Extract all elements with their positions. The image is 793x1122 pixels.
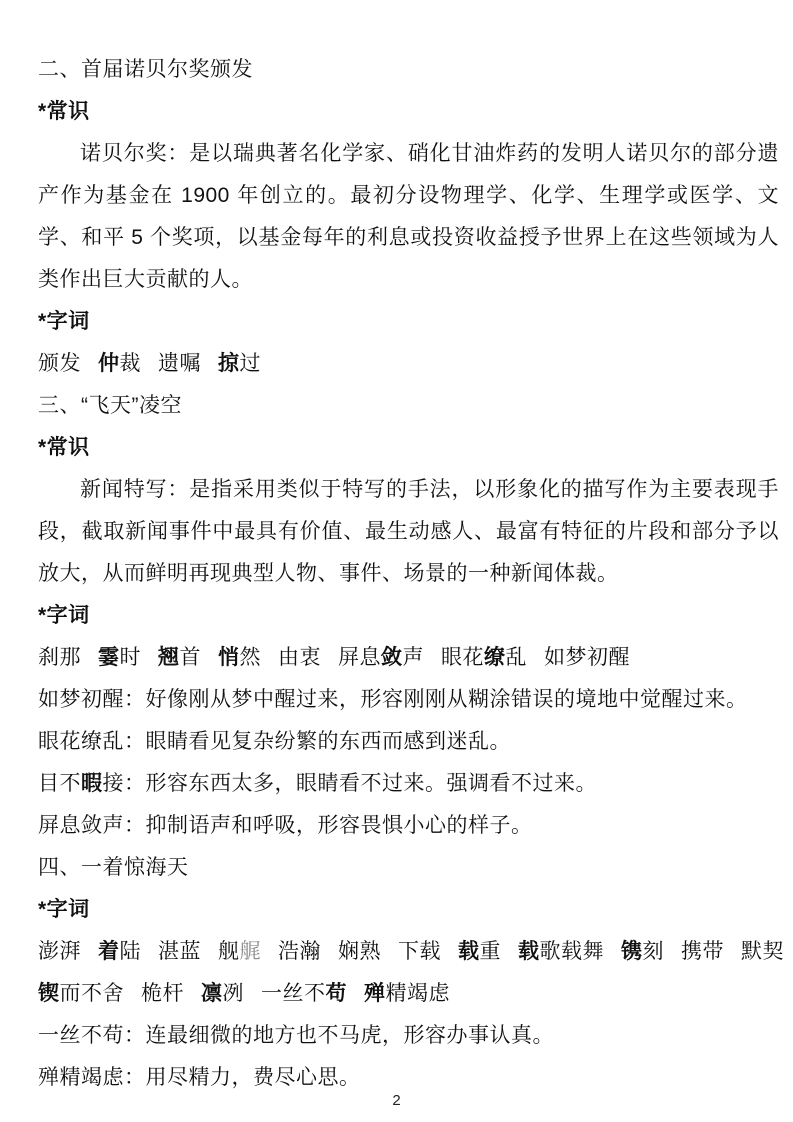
text-segment: 遗嘱 (158, 352, 201, 375)
vocab-word (158, 637, 201, 679)
emphasized-char: 镌 (621, 940, 643, 963)
text-segment: 刻 (642, 940, 664, 963)
vocab-word (38, 973, 124, 1015)
text-segment: 默契 (741, 940, 784, 963)
text-segment: 携带 (681, 940, 724, 963)
section-heading-feitian: 三、“飞天”凌空 (38, 394, 182, 417)
emphasized-char: 苟 (325, 982, 347, 1005)
emphasized-char: 殚 (364, 982, 386, 1005)
def-rumeng-chuxing (38, 679, 779, 721)
emphasized-char: 缭 (484, 646, 506, 669)
vocab-word (741, 931, 784, 973)
vocab-word (98, 931, 141, 973)
vocab-word (38, 343, 81, 385)
vocab-word (98, 637, 141, 679)
text-segment: 澎湃 (38, 940, 81, 963)
wordlist-yizhao-line2 (38, 973, 779, 1015)
text-segment: 娴熟 (338, 940, 381, 963)
text-segment: 一丝不 (261, 982, 326, 1005)
muted-char: 艉 (239, 940, 261, 963)
wordlist-nobel (38, 343, 779, 385)
para-nobel-prize-intro: 诺贝尔奖：是以瑞典著名化学家、硝化甘油炸药的发明人诺贝尔的部分遗产作为基金在 1900 年创立的。最初分设物理学、化学、生理学或医学、文学、和平 5 个奖项，以基金每年的利息或投资收益授予世界上在这些领域为人类作出巨大贡献的人。 (38, 142, 779, 291)
emphasized-char: 翘 (158, 646, 180, 669)
vocab-word (218, 343, 261, 385)
text-segment: 浩瀚 (278, 940, 321, 963)
text-segment: 由衷 (278, 646, 321, 669)
text-segment: 下载 (398, 940, 441, 963)
label-vocabulary-3: *字词 (38, 898, 90, 921)
text-segment: 湛蓝 (158, 940, 201, 963)
vocab-word (458, 931, 501, 973)
text-segment: 时 (119, 646, 141, 669)
text-segment: 裁 (119, 352, 141, 375)
text-segment: 精竭虑 (385, 982, 450, 1005)
vocab-word (158, 931, 201, 973)
vocab-word (621, 931, 664, 973)
def-yanhua-liaoluan (38, 721, 779, 763)
text-segment: 乱 (505, 646, 527, 669)
vocab-word (218, 931, 261, 973)
vocab-word (364, 973, 450, 1015)
text-segment: 声 (402, 646, 424, 669)
section-heading-nobel: 二、首届诺贝尔奖颁发 (38, 58, 253, 81)
document-body (38, 49, 784, 1099)
def-yisi-bugou (38, 1015, 779, 1057)
vocab-word (278, 637, 321, 679)
emphasized-char: 霎 (98, 646, 120, 669)
text-segment: 目不 (38, 772, 81, 795)
emphasized-char: 载 (518, 940, 540, 963)
wordlist-feitian (38, 637, 779, 679)
vocab-word (218, 637, 261, 679)
text-segment: 舰 (218, 940, 240, 963)
text-segment: 殚精竭虑：用尽精力，费尽心思。 (38, 1066, 361, 1089)
vocab-word (278, 931, 321, 973)
vocab-word (544, 637, 630, 679)
emphasized-char: 悄 (218, 646, 240, 669)
text-segment: 刹那 (38, 646, 81, 669)
text-segment: 屏息 (338, 646, 381, 669)
text-segment: 过 (239, 352, 261, 375)
vocab-word (38, 931, 81, 973)
text-segment: 歌载舞 (539, 940, 604, 963)
text-segment: 颁发 (38, 352, 81, 375)
vocab-word (681, 931, 724, 973)
emphasized-char: 敛 (381, 646, 403, 669)
text-segment: 屏息敛声：抑制语声和呼吸，形容畏惧小心的样子。 (38, 814, 533, 837)
text-segment: 而不舍 (59, 982, 124, 1005)
text-segment: 如梦初醒：好像刚从梦中醒过来，形容刚刚从糊涂错误的境地中觉醒过来。 (38, 688, 748, 711)
vocab-word (141, 973, 184, 1015)
section-heading-yizhao: 四、一着惊海天 (38, 856, 189, 879)
text-segment: 如梦初醒 (544, 646, 630, 669)
text-segment: 然 (239, 646, 261, 669)
label-vocabulary-1: *字词 (38, 310, 90, 333)
emphasized-char: 仲 (98, 352, 120, 375)
label-common-knowledge-1: *常识 (38, 100, 90, 123)
emphasized-char: 掠 (218, 352, 240, 375)
vocab-word (158, 343, 201, 385)
text-segment: 眼花缭乱：眼睛看见复杂纷繁的东西而感到迷乱。 (38, 730, 511, 753)
para-news-feature-intro: 新闻特写：是指采用类似于特写的手法，以形象化的描写作为主要表现手段，截取新闻事件中最具有价值、最生动感人、最富有特征的片段和部分予以放大，从而鲜明再现典型人物、事件、场景的一种新闻体裁。 (38, 478, 779, 585)
vocab-word (98, 343, 141, 385)
emphasized-char: 暇 (81, 772, 103, 795)
wordlist-yizhao-line1 (38, 931, 784, 973)
emphasized-char: 锲 (38, 982, 60, 1005)
vocab-word (441, 637, 527, 679)
text-segment: 眼花 (441, 646, 484, 669)
emphasized-char: 载 (458, 940, 480, 963)
vocab-word (518, 931, 604, 973)
emphasized-char: 着 (98, 940, 120, 963)
text-segment: 冽 (222, 982, 244, 1005)
vocab-word (201, 973, 244, 1015)
text-segment: 一丝不苟：连最细微的地方也不马虎，形容办事认真。 (38, 1024, 554, 1047)
text-segment: 首 (179, 646, 201, 669)
emphasized-char: 凛 (201, 982, 223, 1005)
vocab-word (398, 931, 441, 973)
page-number: 2 (392, 1092, 401, 1109)
text-segment: 接：形容东西太多，眼睛看不过来。强调看不过来。 (102, 772, 597, 795)
vocab-word (261, 973, 347, 1015)
text-segment: 陆 (119, 940, 141, 963)
vocab-word (38, 637, 81, 679)
text-segment: 桅杆 (141, 982, 184, 1005)
text-segment: 重 (479, 940, 501, 963)
def-bingxi-liansheng (38, 805, 779, 847)
label-common-knowledge-2: *常识 (38, 436, 90, 459)
vocab-word (338, 637, 424, 679)
label-vocabulary-2: *字词 (38, 604, 90, 627)
vocab-word (338, 931, 381, 973)
def-mubu-xiajie (38, 763, 779, 805)
